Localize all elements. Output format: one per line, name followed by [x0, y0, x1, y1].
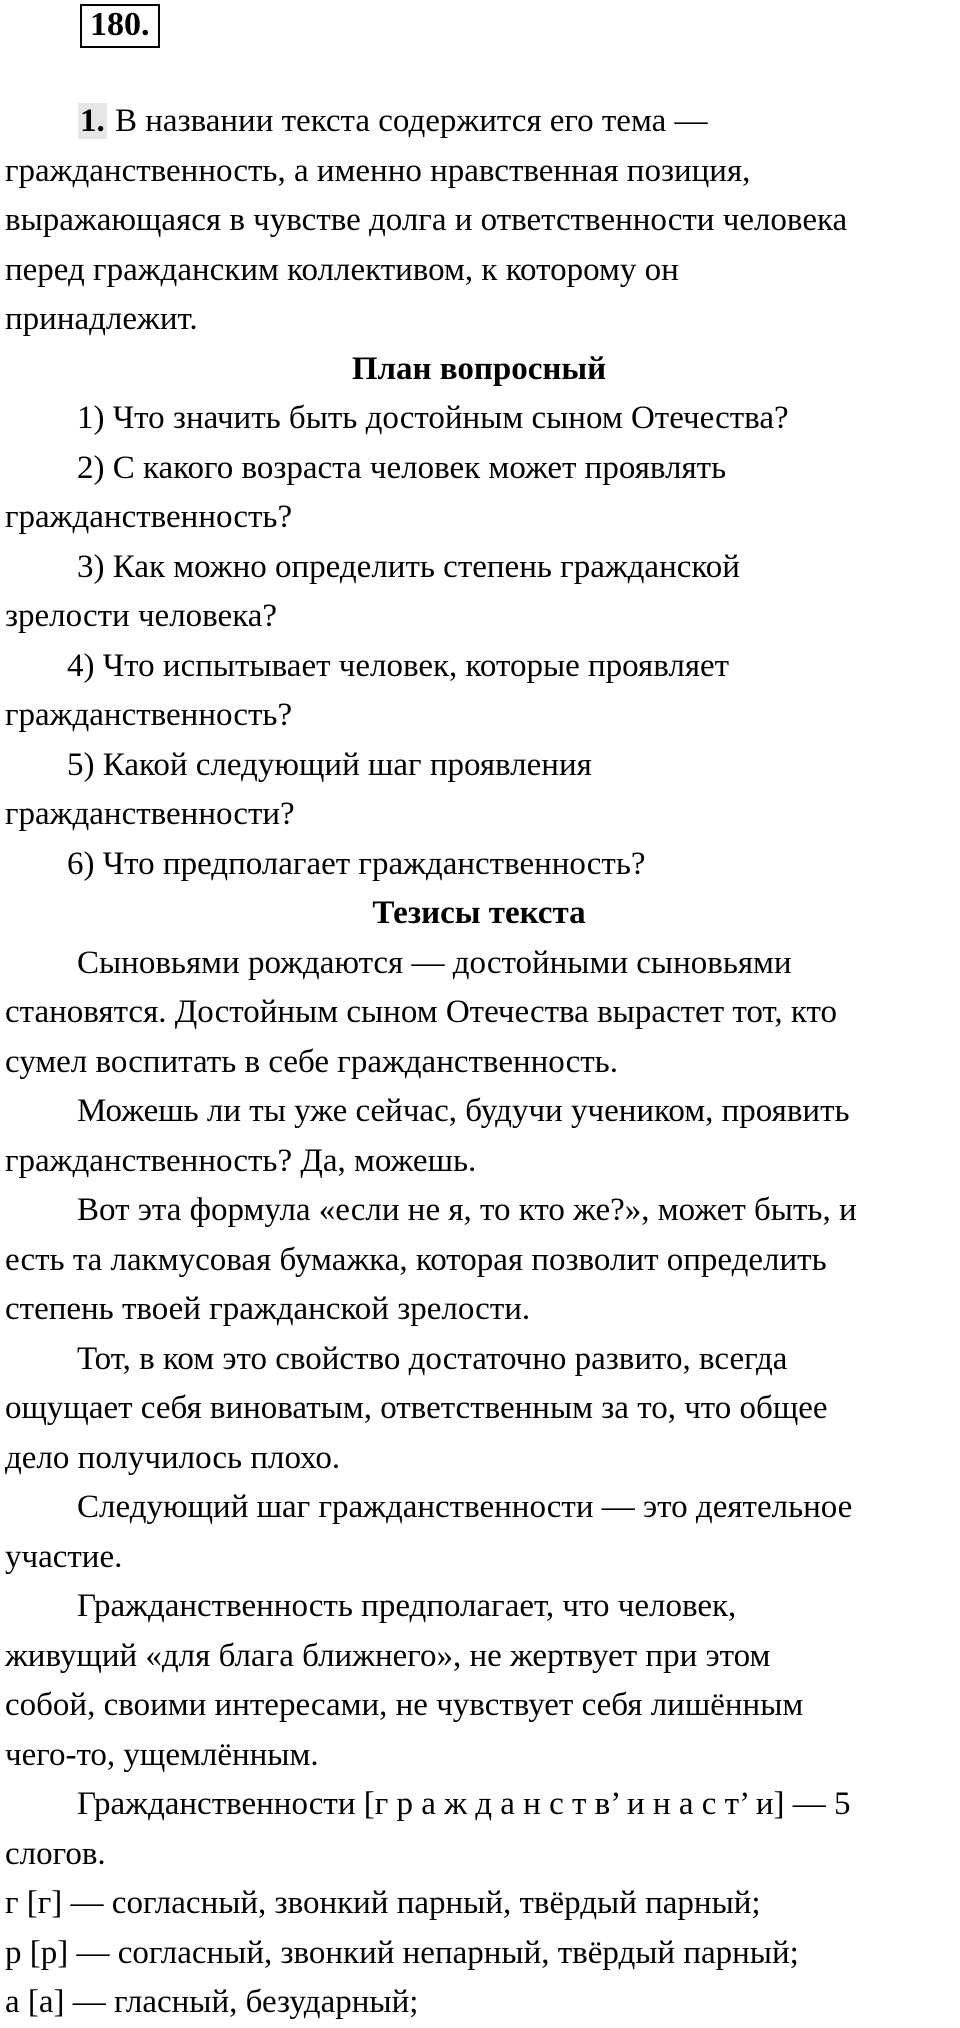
plan-item: 6) Что предполагает гражданственность? — [67, 845, 646, 882]
theses-heading: Тезисы текста — [372, 895, 586, 931]
plan-heading: План вопросный — [351, 350, 607, 387]
plan-item: 1) Что значить быть достойным сыном Отечества? — [77, 400, 789, 436]
thesis-line: Тот, в ком это свойство достаточно развито, всегда — [77, 1340, 788, 1377]
thesis-line: Гражданственность предполагает, что человек, — [77, 1588, 737, 1624]
intro-line — [5, 97, 953, 147]
thesis-line: становятся. Достойным сыном Отечества вырастет тот, кто — [5, 994, 837, 1030]
analysis-line: Гражданственности [г р а ж д а н с т в’ и н а с т’ и] — 5 — [77, 1786, 851, 1822]
plan-item-continuation: зрелости человека? — [5, 598, 278, 634]
thesis-line: Вот эта формула «если не я, то кто же?», может быть, и — [77, 1192, 857, 1228]
item-number: 1. — [80, 103, 105, 139]
plan-item: 4) Что испытывает человек, которые проявляет — [67, 647, 730, 684]
thesis-line: гражданственность? Да, можешь. — [5, 1142, 477, 1179]
thesis-line: живущий «для блага ближнего», не жертвует при этом — [5, 1637, 771, 1674]
thesis-line: есть та лакмусовая бумажка, которая позволит определить — [5, 1241, 827, 1278]
intro-line: принадлежит. — [5, 301, 198, 337]
document-body — [5, 97, 953, 2028]
thesis-line: степень твоей гражданской зрелости. — [5, 1291, 531, 1327]
intro-text: В названии текста содержится его тема — — [115, 103, 708, 139]
plan-item: 2) С какого возраста человек может проявлять — [77, 449, 727, 486]
thesis-line: ощущает себя виноватым, ответственным за то, что общее — [5, 1390, 828, 1426]
analysis-line: р [р] — согласный, звонкий непарный, твёрдый парный; — [5, 1934, 799, 1971]
thesis-line: сумел воспитать в себе гражданственность. — [5, 1043, 618, 1080]
thesis-line: собой, своими интересами, не чувствует себя лишённым — [5, 1687, 804, 1723]
analysis-line: г [г] — согласный, звонкий парный, твёрдый парный; — [5, 1885, 761, 1921]
plan-item-continuation: гражданственность? — [5, 499, 293, 535]
task-number-box: 180. — [80, 4, 160, 48]
thesis-line: дело получилось плохо. — [5, 1439, 341, 1476]
thesis-line: Следующий шаг гражданственности — это деятельное — [77, 1489, 853, 1525]
plan-item: 3) Как можно определить степень гражданской — [77, 548, 740, 585]
thesis-line: участие. — [5, 1538, 123, 1575]
thesis-line: Можешь ли ты уже сейчас, будучи учеником, проявить — [77, 1093, 850, 1129]
plan-item-continuation: гражданственность? — [5, 697, 293, 733]
intro-line: перед гражданским коллективом, к которому он — [5, 251, 679, 288]
plan-item-continuation: гражданственности? — [5, 796, 295, 832]
analysis-line: а [а] — гласный, безударный; — [5, 1984, 419, 2020]
plan-item: 5) Какой следующий шаг проявления — [67, 746, 592, 783]
intro-line: выражающаяся в чувстве долга и ответственности человека — [5, 202, 848, 238]
thesis-line: Сыновьями рождаются — достойными сыновьями — [77, 944, 792, 981]
thesis-line: чего-то, ущемлённым. — [5, 1736, 319, 1773]
analysis-line: слогов. — [5, 1835, 106, 1872]
intro-line: гражданственность, а именно нравственная позиция, — [5, 152, 751, 189]
